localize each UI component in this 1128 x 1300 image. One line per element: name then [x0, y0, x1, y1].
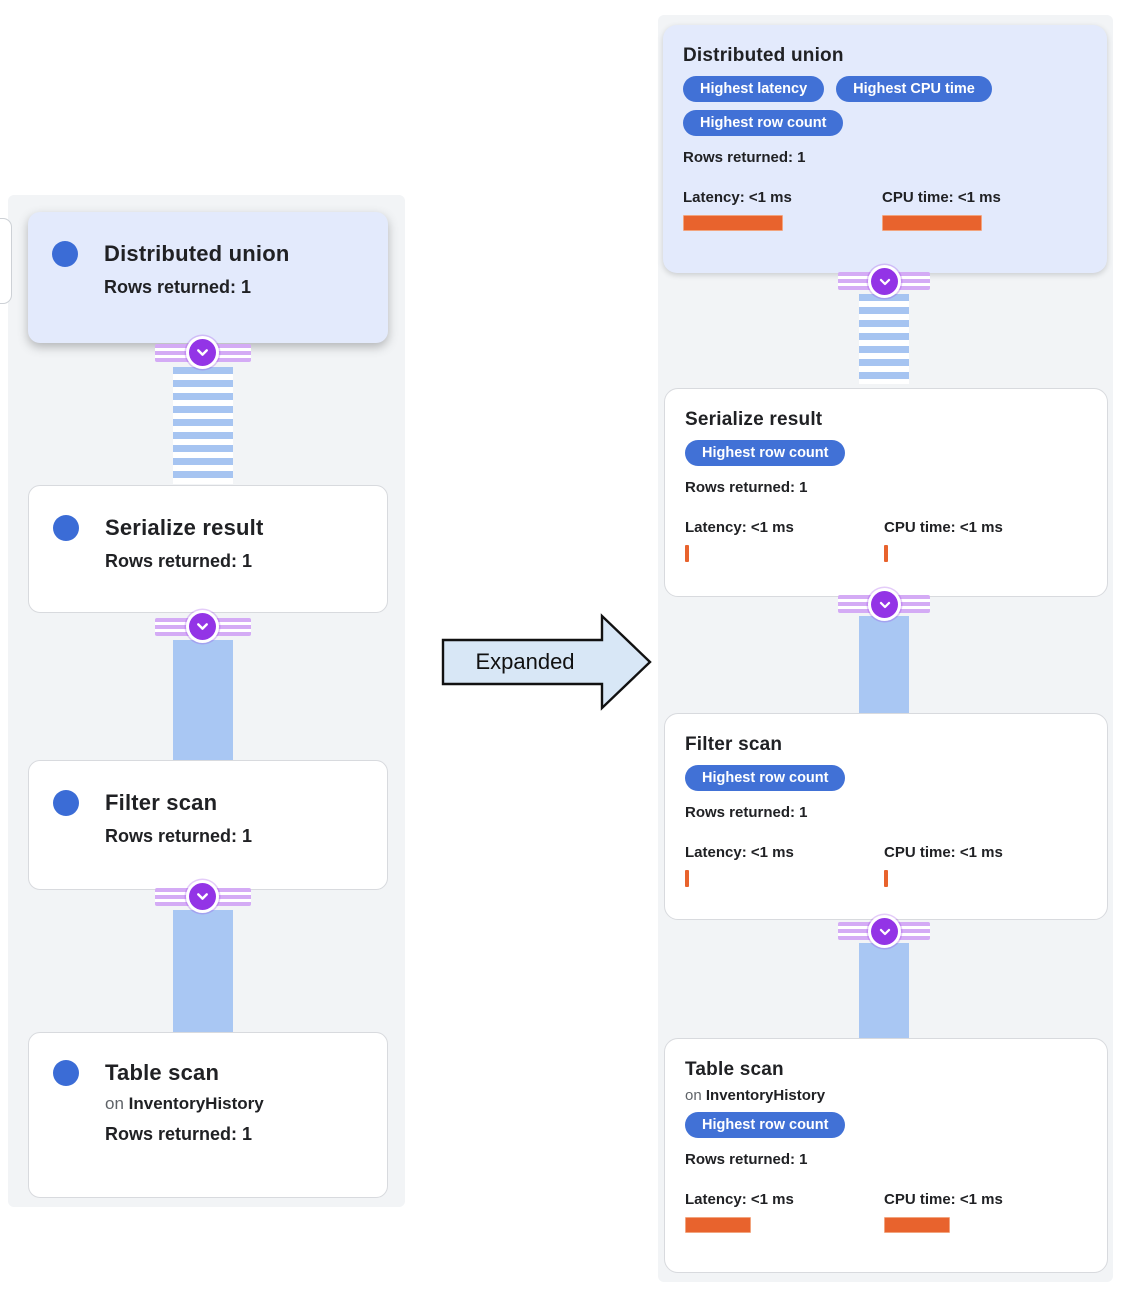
connector-solid: [173, 640, 233, 760]
clipped-panel-edge: [0, 218, 12, 304]
latency-label: Latency: <1 ms: [685, 844, 794, 861]
chevron-down-icon: [877, 924, 893, 940]
badge-row: [685, 440, 1087, 466]
rows-returned: Rows returned: 1: [105, 826, 253, 846]
badge-row: [685, 765, 1087, 791]
table-name: InventoryHistory: [128, 1094, 264, 1113]
plan-node-card-serialize-result[interactable]: [28, 485, 388, 613]
connector-solid: [859, 616, 909, 713]
metrics-row: [683, 188, 1087, 231]
plan-node-card-filter-scan-expanded[interactable]: [664, 713, 1108, 920]
badge-row: [683, 76, 1087, 136]
node-type-dot-icon: [53, 1060, 79, 1086]
badge-highest-latency: Highest latency: [683, 76, 824, 102]
plan-node-card-filter-scan[interactable]: [28, 760, 388, 890]
plan-node-card-table-scan-expanded[interactable]: [664, 1038, 1108, 1273]
rows-returned: Rows returned: 1: [685, 479, 808, 496]
node-title: Serialize result: [685, 409, 823, 430]
node-type-dot-icon: [53, 790, 79, 816]
rows-returned: Rows returned: 1: [104, 277, 252, 297]
cpu-time-bar: [882, 215, 982, 231]
expand-collapse-button[interactable]: [871, 268, 898, 295]
node-subtitle: on InventoryHistory: [105, 1094, 264, 1113]
badge-highest-cpu-time: Highest CPU time: [836, 76, 992, 102]
cpu-time-bar: [884, 545, 888, 562]
latency-bar: [683, 215, 783, 231]
node-type-dot-icon: [53, 515, 79, 541]
arrow-label: Expanded: [475, 649, 575, 674]
rows-returned: Rows returned: 1: [105, 551, 253, 571]
connector-distributed-striped: [173, 367, 233, 484]
connector-solid: [859, 943, 909, 1038]
latency-label: Latency: <1 ms: [685, 519, 794, 536]
node-title: Table scan: [685, 1059, 784, 1080]
latency-metric: [685, 843, 884, 887]
badge-row: [685, 1112, 1087, 1138]
chevron-down-icon: [877, 597, 893, 613]
chevron-down-icon: [877, 274, 893, 290]
rows-returned: Rows returned: 1: [685, 1151, 808, 1168]
latency-metric: [685, 518, 884, 562]
node-title: Distributed union: [104, 241, 290, 266]
cpu-time-label: CPU time: <1 ms: [884, 519, 1003, 536]
latency-bar: [685, 870, 689, 887]
expand-collapse-button[interactable]: [189, 339, 216, 366]
cpu-time-bar: [884, 1217, 950, 1233]
connector-distributed-striped: [859, 294, 909, 384]
metrics-row: [685, 843, 1087, 887]
cpu-time-label: CPU time: <1 ms: [882, 189, 1001, 206]
cpu-time-label: CPU time: <1 ms: [884, 844, 1003, 861]
node-title: Table scan: [105, 1060, 220, 1085]
plan-node-card-table-scan[interactable]: [28, 1032, 388, 1198]
cpu-metric: [884, 843, 1087, 887]
cpu-metric: [884, 518, 1087, 562]
expand-collapse-button[interactable]: [871, 591, 898, 618]
plan-node-card-serialize-result-expanded[interactable]: [664, 388, 1108, 597]
latency-label: Latency: <1 ms: [683, 189, 792, 206]
chevron-down-icon: [194, 344, 211, 361]
expand-collapse-button[interactable]: [189, 613, 216, 640]
badge-highest-row-count: Highest row count: [685, 765, 845, 791]
rows-returned: Rows returned: 1: [683, 149, 806, 166]
chevron-down-icon: [194, 618, 211, 635]
table-name: InventoryHistory: [705, 1087, 826, 1104]
node-title: Distributed union: [683, 45, 844, 66]
chevron-down-icon: [194, 888, 211, 905]
latency-label: Latency: <1 ms: [685, 1191, 794, 1208]
badge-highest-row-count: Highest row count: [685, 1112, 845, 1138]
badge-highest-row-count: Highest row count: [683, 110, 843, 136]
metrics-row: [685, 518, 1087, 562]
node-type-dot-icon: [52, 241, 78, 267]
connector-solid: [173, 910, 233, 1032]
latency-bar: [685, 545, 689, 562]
latency-bar: [685, 1217, 751, 1233]
expand-collapse-button[interactable]: [189, 883, 216, 910]
rows-returned: Rows returned: 1: [685, 804, 808, 821]
node-title: Filter scan: [685, 734, 783, 755]
plan-node-card-distributed-union-expanded[interactable]: [663, 25, 1107, 273]
cpu-time-bar: [884, 870, 888, 887]
expand-collapse-button[interactable]: [871, 918, 898, 945]
latency-metric: [683, 188, 882, 231]
plan-node-card-distributed-union[interactable]: [28, 212, 388, 343]
rows-returned: Rows returned: 1: [105, 1124, 253, 1144]
cpu-metric: [882, 188, 1087, 231]
badge-highest-row-count: Highest row count: [685, 440, 845, 466]
cpu-time-label: CPU time: <1 ms: [884, 1191, 1003, 1208]
latency-metric: [685, 1190, 884, 1233]
node-title: Filter scan: [105, 790, 218, 815]
node-title: Serialize result: [105, 515, 264, 540]
metrics-row: [685, 1190, 1087, 1233]
cpu-metric: [884, 1190, 1087, 1233]
node-subtitle: on InventoryHistory: [685, 1087, 826, 1104]
